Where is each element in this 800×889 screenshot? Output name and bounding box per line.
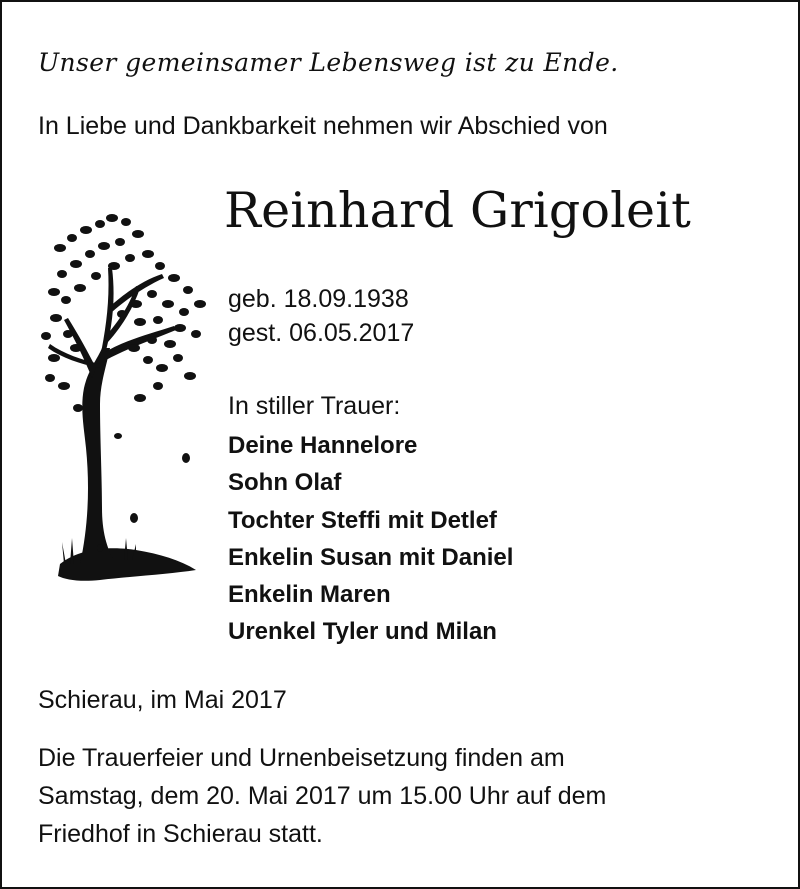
death-date: gest. 06.05.2017	[228, 319, 415, 347]
leaves-shape	[41, 214, 206, 412]
mourner-item: Deine Hannelore	[228, 432, 418, 459]
funeral-line: Die Trauerfeier und Urnenbeisetzung finden am	[38, 744, 565, 772]
birth-date: geb. 18.09.1938	[228, 285, 409, 313]
place-date: Schierau, im Mai 2017	[38, 686, 287, 714]
mourner-item: Enkelin Susan mit Daniel	[228, 543, 514, 571]
mourner-item: Enkelin Maren	[228, 581, 391, 609]
motto-text: Unser gemeinsamer Lebensweg ist zu Ende.	[38, 48, 619, 77]
deceased-name: Reinhard Grigoleit	[224, 182, 691, 239]
trunk-shape	[80, 348, 116, 564]
intro-text: In Liebe und Dankbarkeit nehmen wir Abschied von	[38, 112, 608, 140]
funeral-line: Friedhof in Schierau statt.	[38, 820, 323, 848]
mourner-item: Urenkel Tyler und Milan	[228, 618, 497, 646]
falling-leaves-shape	[97, 433, 190, 552]
funeral-line: Samstag, dem 20. Mai 2017 um 15.00 Uhr auf dem	[38, 782, 607, 810]
mourners-list	[228, 427, 513, 651]
mourner-item: Tochter Steffi mit Detlef	[228, 506, 497, 534]
mourning-label: In stiller Trauer:	[228, 392, 401, 420]
funeral-info	[38, 739, 778, 853]
tree-icon	[40, 208, 216, 588]
mourner-item: Sohn Olaf	[228, 469, 342, 497]
life-dates	[228, 282, 414, 350]
